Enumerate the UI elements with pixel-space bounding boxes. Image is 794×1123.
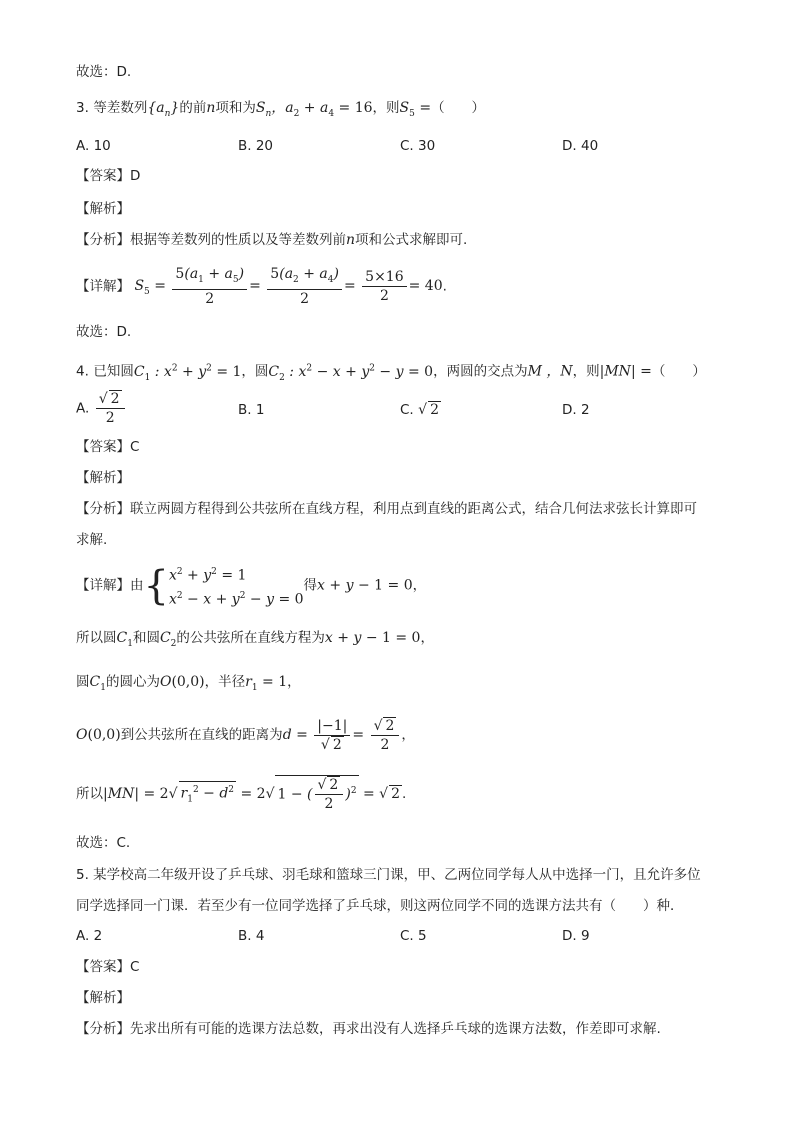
question-5-stem-cont: 同学选择同一门课．若至少有一位同学选择了乒乓球，则这两位同学不同的选课方法共有（ ）种．: [76, 898, 684, 914]
detail-line-q3: 【详解】 $S_5$ = $\frac{5(a_1 + a_5)}{2}$ = $\frac{5(a_2 + a_4)}{2}$ = $\frac{5\times 16}{2}$ = 40.: [76, 266, 447, 307]
question-4-stem: 4. 已知圆$C_1$ : $x^2 + y^2 = 1$，圆$C_2$ : $x^2 - x + y^2 - y = 0$，两圆的交点为M ，N，则|MN| =（ ）: [76, 363, 706, 383]
answer-line: 【答案】C: [76, 959, 140, 975]
option-b: B. 4: [238, 928, 265, 944]
q-text: 等差数列: [93, 100, 148, 116]
option-d: D. 40: [562, 138, 599, 154]
answer-line: 【答案】C: [76, 439, 140, 455]
conclusion-line: 故选：D.: [76, 324, 132, 340]
detail-line-q4: 【详解】由{ $x^2 + y^2 = 1$ $x^2 - x + y^2 - y = 0$ 得x + y − 1 = 0，: [76, 562, 427, 609]
option-c: C. 5: [400, 928, 427, 944]
detail-line: 圆$C_1$的圆心为O(0,0)，半径$r_1 = 1$，: [76, 674, 301, 693]
q-text: 的前: [179, 100, 207, 116]
option-b: B. 1: [238, 402, 265, 418]
analysis-line: 【分析】先求出所有可能的选课方法总数，再求出没有人选择乒乓球的选课方法数，作差即可求解.: [76, 1021, 661, 1037]
option-d: D. 9: [562, 928, 590, 944]
conclusion-line: 故选：C.: [76, 835, 131, 851]
option-a: A. 2: [76, 928, 103, 944]
option-c: C. √ 2: [400, 402, 440, 418]
option-a: A. 10: [76, 138, 111, 154]
question-5-stem: 5. 某学校高二年级开设了乒乓球、羽毛球和篮球三门课，甲、乙两位同学每人从中选择一门，且允许多位: [76, 867, 701, 883]
answer-line: 【答案】D: [76, 168, 141, 184]
analysis-line: 【分析】联立两圆方程得到公共弦所在直线方程，利用点到直线的距离公式，结合几何法求弦长计算即可: [76, 501, 697, 517]
option-a: A. $\frac{√ 2}{2}$: [76, 390, 127, 427]
analysis-line-cont: 求解.: [76, 532, 108, 548]
conclusion-line: 故选：D.: [76, 64, 132, 80]
q-text: （ ）: [431, 100, 486, 116]
option-c: C. 30: [400, 138, 436, 154]
option-b: B. 20: [238, 138, 274, 154]
analysis-label: 【解析】: [76, 201, 130, 217]
detail-line: O(0,0)到公共弦所在直线的距离为d = $\frac{|-1|}{√ 2}$ = $\frac{√ 2}{2}$ ，: [76, 717, 415, 753]
detail-line: 所以圆$C_1$和圆$C_2$的公共弦所在直线方程为x + y − 1 = 0，: [76, 630, 434, 649]
detail-line: 所以|MN| = 2√ $r_1^2 - d^2 = 2√$ 1 − ( $\frac{√ 2}{2}$ )$^2$ = √ 2 .: [76, 776, 407, 812]
q-text: 项和为: [215, 100, 256, 116]
q-text: ，则: [372, 100, 400, 116]
q-num: 3.: [76, 100, 89, 116]
analysis-label: 【解析】: [76, 470, 130, 486]
analysis-label: 【解析】: [76, 990, 130, 1006]
analysis-line: 【分析】根据等差数列的性质以及等差数列前n项和公式求解即可.: [76, 232, 468, 248]
question-3-stem: 3. 等差数列$\{a_n\}$的前n项和为$S_n$，$a_2 + a_4 = 16$，则$S_5$ =（ ）: [76, 100, 486, 119]
option-d: D. 2: [562, 402, 590, 418]
